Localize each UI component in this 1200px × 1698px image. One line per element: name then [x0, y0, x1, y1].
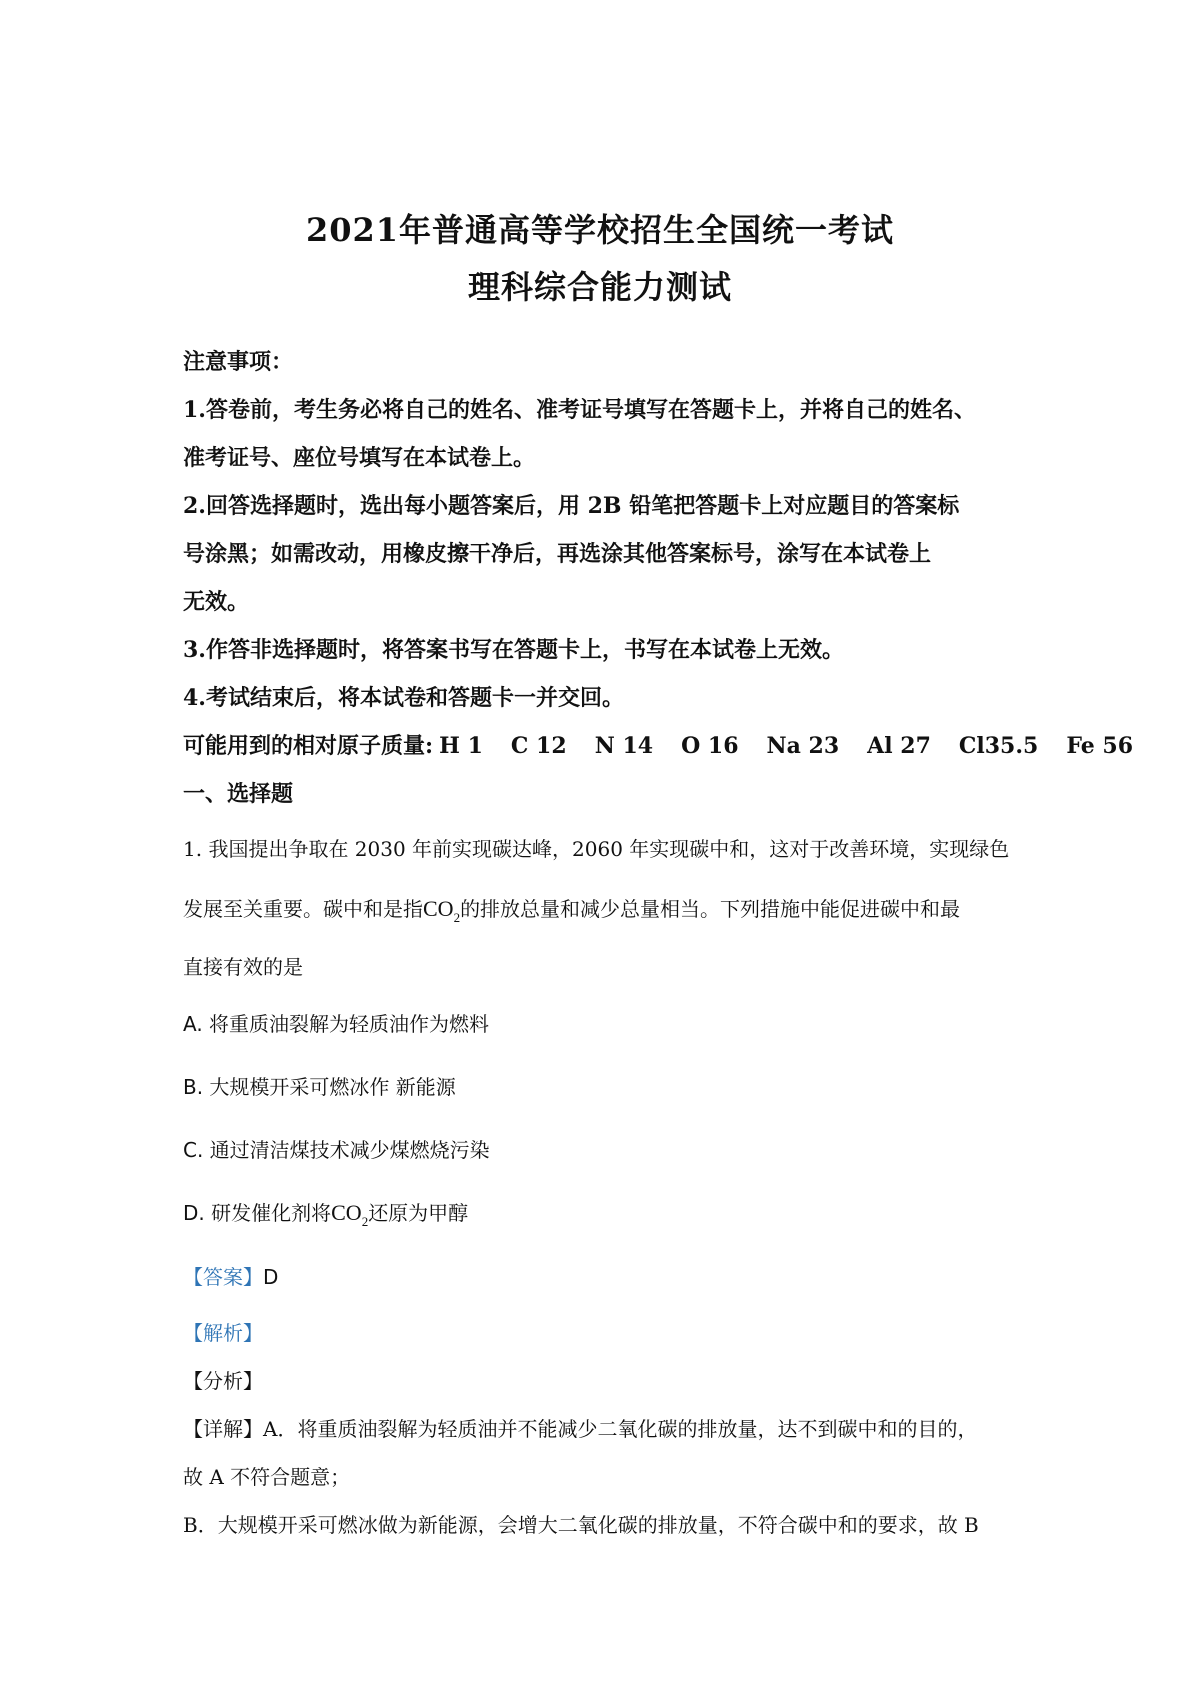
- co2-formula-main: CO: [423, 896, 454, 921]
- section-heading: 一、选择题: [183, 781, 294, 807]
- atomic-mass-label: 可能用到的相对原子质量:: [183, 733, 434, 759]
- question-1-stem-line-2-before: 发展至关重要。碳中和是指: [183, 897, 423, 921]
- question-1-stem-line-3: 直接有效的是: [183, 955, 303, 979]
- option-b: B. 大规模开采可燃冰作 新能源: [183, 1075, 456, 1099]
- note-item-2-line-1: 2.回答选择题时，选出每小题答案后，用 2B 铅笔把答题卡上对应题目的答案标: [183, 493, 960, 519]
- note-item-4: 4.考试结束后，将本试卷和答题卡一并交回。: [183, 685, 624, 711]
- exam-subtitle: 理科综合能力测试: [467, 268, 732, 306]
- atomic-mass-cl: Cl35.5: [958, 733, 1039, 759]
- option-d-before: D. 研发催化剂将: [183, 1201, 332, 1225]
- option-d: [183, 1197, 469, 1229]
- atomic-mass-list: [439, 733, 1133, 759]
- detail-line-1: 【详解】A．将重质油裂解为轻质油并不能减少二氧化碳的排放量，达不到碳中和的目的，: [183, 1417, 978, 1441]
- atomic-mass-h: H 1: [439, 733, 483, 759]
- notes-heading: 注意事项：: [183, 349, 294, 375]
- co2-formula-option-d: [331, 1200, 369, 1229]
- answer-value: D: [263, 1265, 279, 1289]
- answer-label: 【答案】: [183, 1265, 263, 1289]
- atomic-mass-al: Al 27: [867, 733, 931, 759]
- analysis-label: 【解析】: [183, 1321, 263, 1345]
- atomic-mass-na: Na 23: [766, 733, 840, 759]
- question-1-stem-line-2: [183, 893, 961, 925]
- question-1-stem-line-2-after: 的排放总量和减少总量相当。下列措施中能促进碳中和最: [460, 897, 961, 921]
- exam-title: 2021年普通高等学校招生全国统一考试: [305, 211, 895, 249]
- co2-formula-main: CO: [331, 1200, 362, 1225]
- detail-line-3: B．大规模开采可燃冰做为新能源，会增大二氧化碳的排放量，不符合碳中和的要求，故 B: [183, 1513, 979, 1537]
- fenxi-label: 【分析】: [183, 1369, 263, 1393]
- option-d-after: 还原为甲醇: [368, 1201, 469, 1225]
- question-1-stem-line-1: 1. 我国提出争取在 2030 年前实现碳达峰，2060 年实现碳中和，这对于改善环境，实现绿色: [183, 837, 1010, 861]
- note-item-2-line-2: 号涂黑；如需改动，用橡皮擦干净后，再选涂其他答案标号，涂写在本试卷上: [183, 541, 932, 567]
- note-item-1-line-2: 准考证号、座位号填写在本试卷上。: [183, 445, 536, 471]
- option-a: A. 将重质油裂解为轻质油作为燃料: [183, 1012, 490, 1036]
- co2-formula: [423, 896, 461, 925]
- atomic-mass-c: C 12: [510, 733, 567, 759]
- atomic-mass-n: N 14: [594, 733, 654, 759]
- option-c: C. 通过清洁煤技术减少煤燃烧污染: [183, 1138, 490, 1162]
- note-item-2-line-3: 无效。: [183, 589, 250, 615]
- answer-line: [183, 1261, 278, 1290]
- co2-formula-subscript: 2: [361, 1214, 369, 1229]
- note-item-3: 3.作答非选择题时，将答案书写在答题卡上，书写在本试卷上无效。: [183, 637, 844, 663]
- atomic-mass-o: O 16: [681, 733, 739, 759]
- note-item-1-line-1: 1.答卷前，考生务必将自己的姓名、准考证号填写在答题卡上，并将自己的姓名、: [183, 397, 976, 423]
- co2-formula-subscript: 2: [453, 910, 461, 925]
- atomic-mass-fe: Fe 56: [1066, 733, 1134, 759]
- detail-line-2: 故 A 不符合题意；: [183, 1465, 351, 1489]
- atomic-mass-line: [183, 729, 1133, 760]
